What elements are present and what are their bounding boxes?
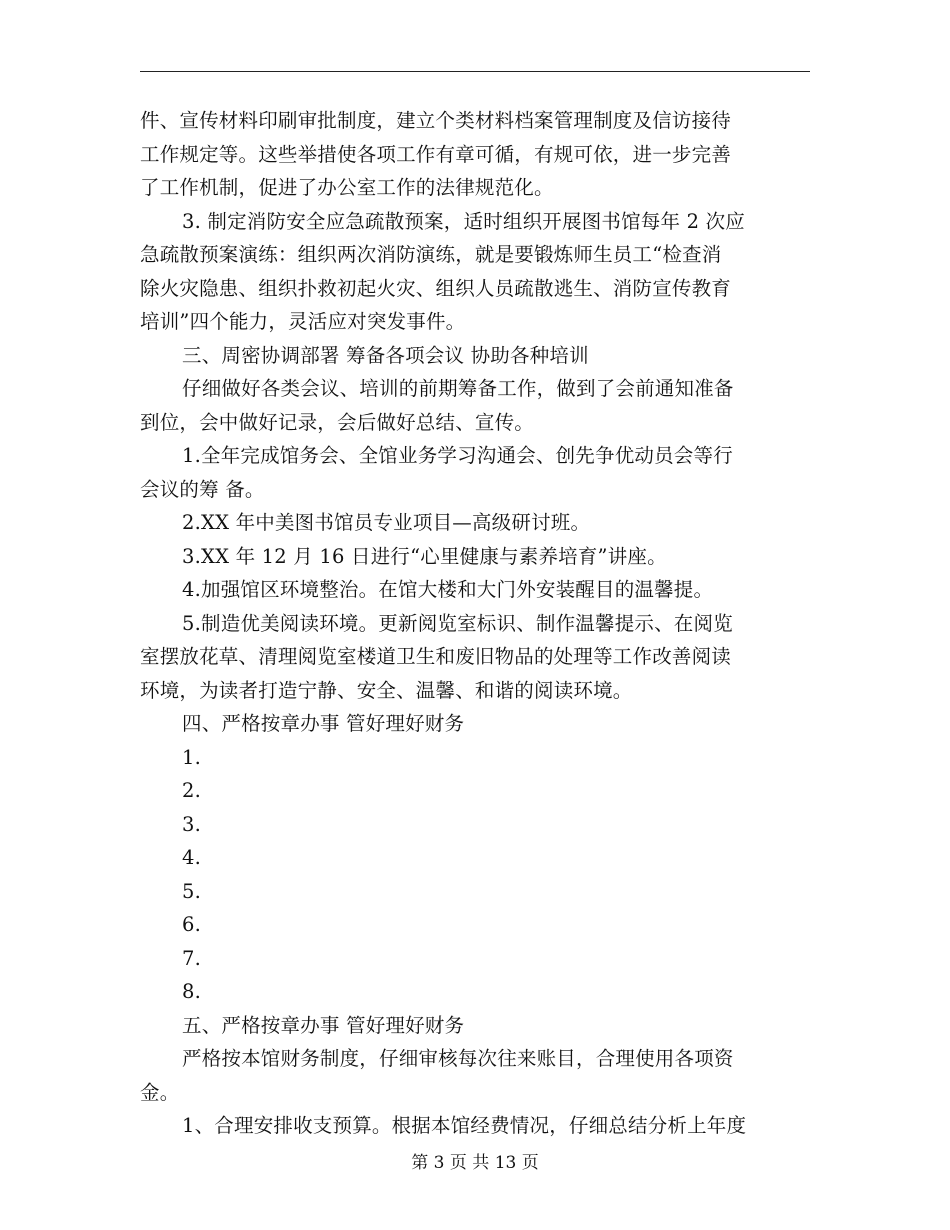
text-line: 8. <box>182 980 202 1003</box>
text-line: 五、严格按章办事 管好理好财务 <box>182 1013 465 1037</box>
text-line: 件、宣传材料印刷审批制度，建立个类材料档案管理制度及信访接待 <box>140 109 732 132</box>
text-line: 4.加强馆区环境整治。在馆大楼和大门外安装醒目的温馨提。 <box>182 578 714 601</box>
text-line: 4. <box>182 846 202 869</box>
text-line: 2.XX 年中美图书馆员专业项目—高级研讨班。 <box>182 511 591 534</box>
text-line: 培训”四个能力，灵活应对突发事件。 <box>140 310 466 333</box>
text-line: 6. <box>182 913 202 936</box>
text-line: 1.全年完成馆务会、全馆业务学习沟通会、创先争优动员会等行 <box>182 444 733 467</box>
text-line: 3. 制定消防安全应急疏散预案，适时组织开展图书馆每年 2 次应 <box>182 209 746 233</box>
text-line: 四、严格按章办事 管好理好财务 <box>182 712 465 735</box>
text-line: 除火灾隐患、组织扑救初起火灾、组织人员疏散逃生、消防宣传教育 <box>140 276 732 300</box>
text-line: 1、合理安排收支预算。根据本馆经费情况，仔细总结分析上年度 <box>182 1114 747 1137</box>
text-line: 环境，为读者打造宁静、安全、温馨、和谐的阅读环境。 <box>140 678 633 702</box>
text-line: 3.XX 年 12 月 16 日进行“心里健康与素养培育”讲座。 <box>182 544 667 568</box>
text-line: 工作规定等。这些举措使各项工作有章可循，有规可依，进一步完善 <box>140 142 732 166</box>
text-line: 金。 <box>140 1080 180 1104</box>
document-body <box>140 104 810 1143</box>
text-line: 7. <box>182 946 202 970</box>
text-line: 5.制造优美阅读环境。更新阅览室标识、制作温馨提示、在阅览 <box>182 611 733 635</box>
text-line: 1. <box>182 745 202 769</box>
page-number: 第 3 页 共 13 页 <box>411 1153 539 1173</box>
text-line: 到位，会中做好记录，会后做好总结、宣传。 <box>140 410 535 434</box>
header-rule <box>140 71 810 72</box>
text-line: 2. <box>182 779 202 802</box>
text-line: 严格按本馆财务制度，仔细审核每次往来账目，合理使用各项资 <box>182 1047 734 1070</box>
text-line: 仔细做好各类会议、培训的前期筹备工作，做到了会前通知准备 <box>182 377 734 400</box>
text-line: 3. <box>182 812 202 836</box>
text-line: 三、周密协调部署 筹备各项会议 协助各种培训 <box>182 343 589 367</box>
text-line: 了工作机制，促进了办公室工作的法律规范化。 <box>140 176 554 199</box>
text-line: 急疏散预案演练：组织两次消防演练，就是要锻炼师生员工“检查消 <box>140 243 722 266</box>
text-line: 室摆放花草、清理阅览室楼道卫生和废旧物品的处理等工作改善阅读 <box>140 645 732 668</box>
text-line: 5. <box>182 879 202 903</box>
text-line: 会议的筹 备。 <box>140 477 265 501</box>
